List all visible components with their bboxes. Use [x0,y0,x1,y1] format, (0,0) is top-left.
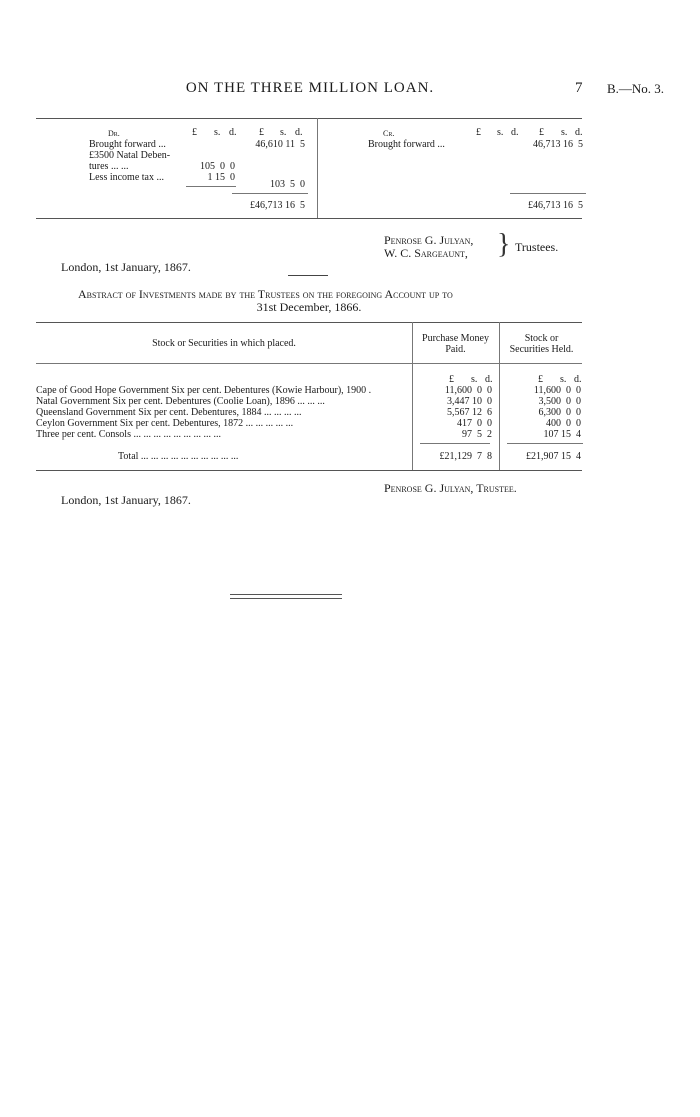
col-header-purchase-1: Purchase Money [422,333,489,344]
held-total-rule [507,443,583,444]
cr-col2-shillings: s. [561,127,568,138]
cr-col2-pounds: £ [539,127,544,138]
cr-total: £46,713 16 5 [528,200,583,211]
dr-debentures-line1: £3500 Natal Deben- [89,150,171,161]
table-row-purchase: 97 5 2 [462,429,492,440]
cr-col-pounds: £ [476,127,481,138]
total-held: £21,907 15 4 [526,451,581,462]
table-row-name: Natal Government Six per cent. Debentures (Coolie Loan), 1896 ... ... ... [36,396,325,407]
dr-col-pounds: £ [192,127,197,138]
cr-brought-forward-label: Brought forward ... [368,139,445,150]
col-header-purchase-2: Paid. [445,344,466,355]
abstract-title-line1: Abstract of Investments made by the Trustees on the foregoing Account up to [78,287,453,301]
abstract-bottom-rule [36,470,582,471]
col-header-securities: Stock or Securities in which placed. [152,338,296,349]
table-row-held: 107 15 4 [543,429,581,440]
closing-rule-2 [230,598,342,599]
purchase-unit-shillings: s. [471,374,478,385]
total-purchase: £21,129 7 8 [439,451,492,462]
page-title: ON THE THREE MILLION LOAN. [185,80,435,96]
dr-total-rule [232,193,308,194]
page-number: 7 [575,80,583,96]
table-row-name: Three per cent. Consols ... ... ... ... ... ... ... ... ... [36,429,221,440]
table-row-name: Queensland Government Six per cent. Debentures, 1884 ... ... ... ... [36,407,302,418]
signature-date-1: London, 1st January, 1867. [61,260,191,274]
account-center-divider [317,118,318,218]
trustee-signature: Penrose G. Julyan, Trustee. [384,481,517,495]
col-header-stock-2: Securities Held. [509,344,574,355]
account-top-rule [36,118,582,119]
held-unit-pence: d. [574,374,582,385]
table-row-purchase: 11,600 0 0 [444,385,492,396]
table-row-held: 6,300 0 0 [538,407,581,418]
dr-col2-pence: d. [295,127,303,138]
purchase-unit-pounds: £ [449,374,454,385]
dr-less-tax-value: 1 15 0 [207,172,235,183]
cr-heading: Cr. [383,129,395,138]
cr-total-rule [510,193,586,194]
closing-rule-1 [230,594,342,595]
trustees-label: Trustees. [515,240,559,254]
table-row-name: Cape of Good Hope Government Six per cent. Debentures (Kowie Harbour), 1900 . [36,385,372,396]
account-bottom-rule [36,218,582,219]
held-unit-pounds: £ [538,374,543,385]
dr-net-value: 103 5 0 [270,179,305,190]
dr-brought-forward-label: Brought forward ... [89,139,166,150]
document-reference: B.—No. 3. [607,81,665,96]
dr-brought-forward-value: 46,610 11 5 [255,139,305,150]
dr-debentures-line2: tures ... ... [89,161,129,172]
abstract-title-line2: 31st December, 1866. [256,300,362,314]
trustee-name-2: W. C. Sargeaunt, [384,246,468,260]
dr-total: £46,713 16 5 [250,200,305,211]
table-row-purchase: 417 0 0 [457,418,492,429]
total-label: Total ... ... ... ... ... ... ... ... ... ... [118,451,239,462]
dr-heading: Dr. [108,129,120,138]
table-row-held: 400 0 0 [546,418,581,429]
dr-col-pence: d. [229,127,237,138]
cr-col-shillings: s. [497,127,504,138]
purchase-unit-pence: d. [485,374,493,385]
cr-col2-pence: d. [575,127,583,138]
cr-brought-forward-value: 46,713 16 5 [533,139,583,150]
col-header-stock-1: Stock or [524,333,559,344]
signature-date-2: London, 1st January, 1867. [61,493,191,507]
held-unit-shillings: s. [560,374,567,385]
dr-subtotal-rule [186,186,236,187]
dr-less-tax-label: Less income tax ... [89,172,164,183]
table-row-held: 11,600 0 0 [533,385,581,396]
table-row-name: Ceylon Government Six per cent. Debentures, 1872 ... ... ... ... ... [36,418,294,429]
trustees-brace: } [497,229,511,260]
abstract-top-rule [36,322,582,323]
purchase-total-rule [420,443,490,444]
table-row-held: 3,500 0 0 [538,396,581,407]
trustee-name-1: Penrose G. Julyan, [384,233,474,247]
section-divider [288,275,328,276]
dr-debentures-value: 105 0 0 [200,161,235,172]
table-row-purchase: 3,447 10 0 [447,396,492,407]
dr-col-shillings: s. [214,127,221,138]
table-row-purchase: 5,567 12 6 [447,407,492,418]
dr-col2-shillings: s. [280,127,287,138]
dr-col2-pounds: £ [259,127,264,138]
abstract-header-rule [36,363,582,364]
cr-col-pence: d. [511,127,519,138]
